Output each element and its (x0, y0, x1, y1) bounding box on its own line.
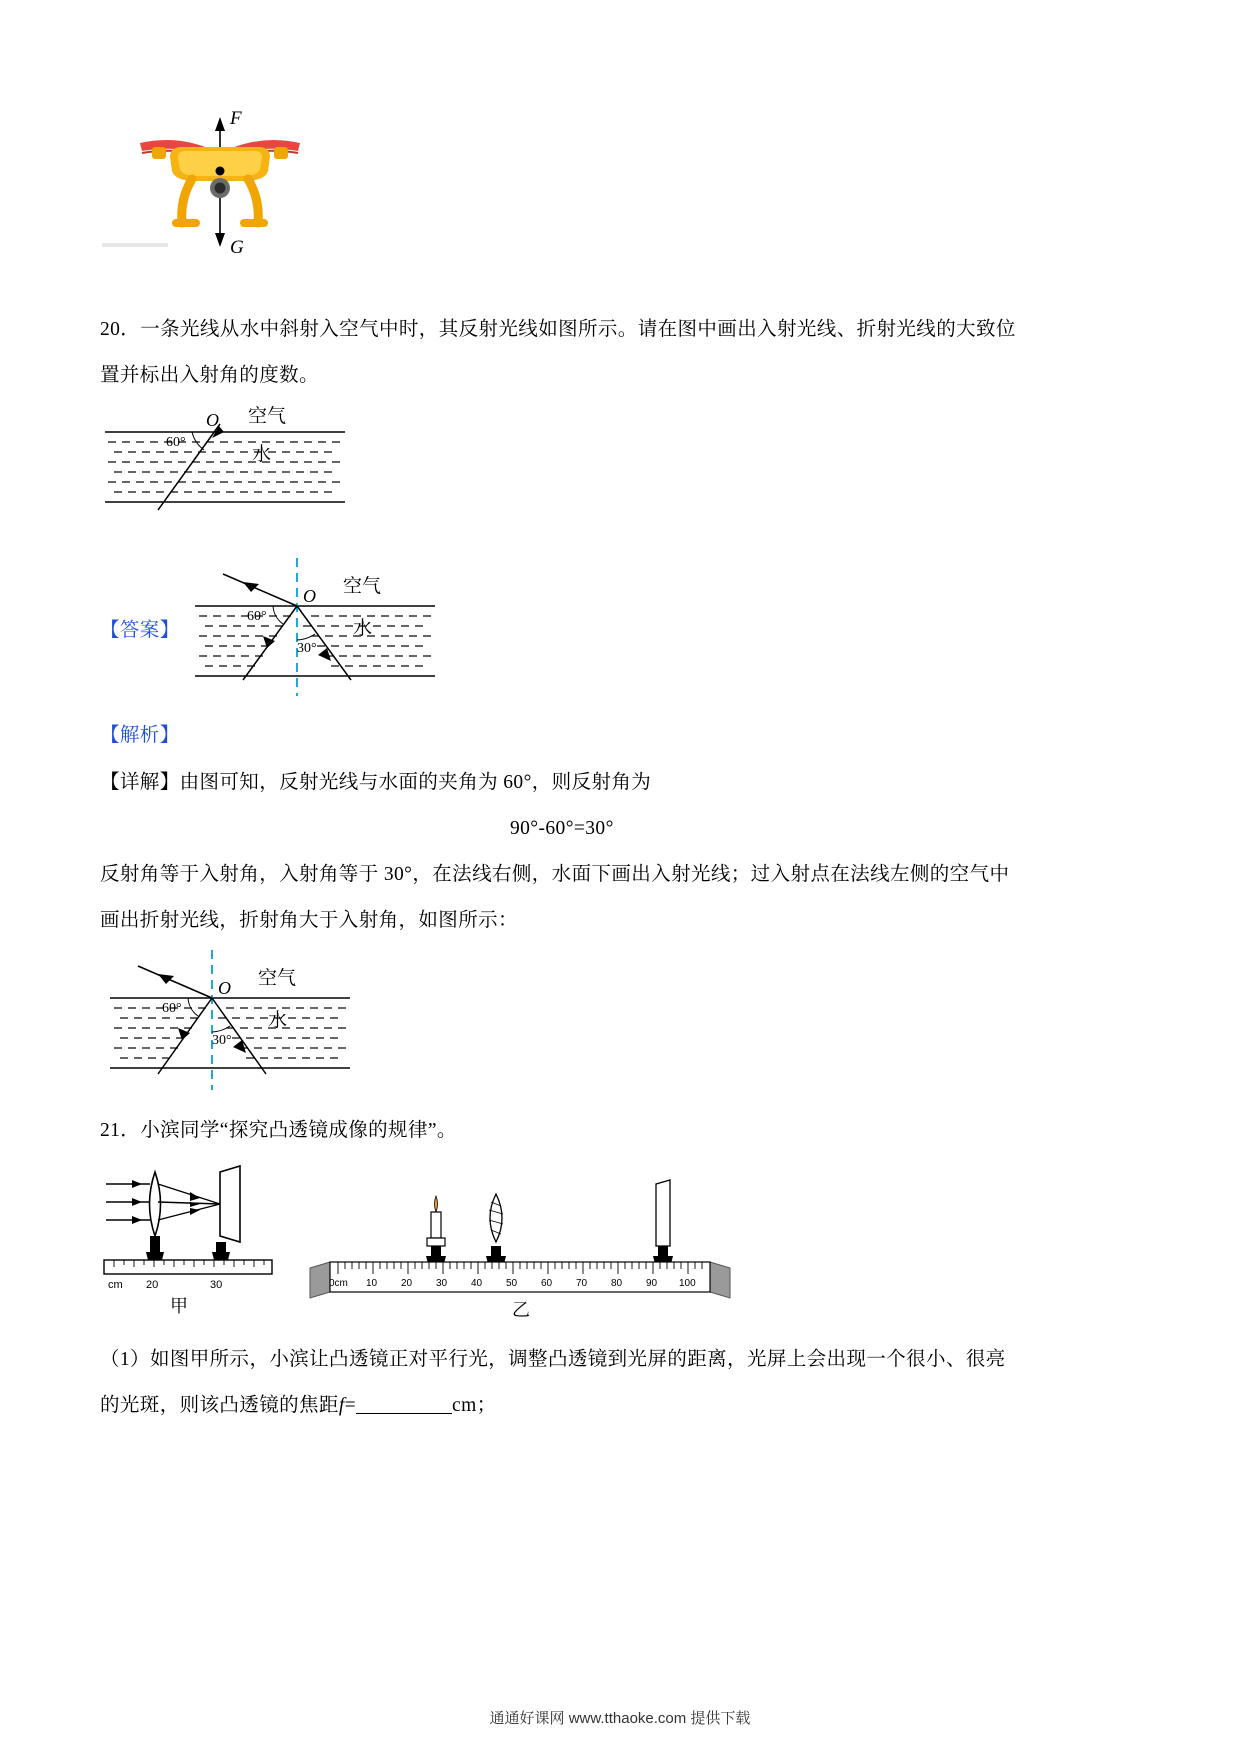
q21-yi-tick-90: 90 (646, 1278, 658, 1289)
q21-focal-symbol: f (338, 1395, 345, 1416)
q21-sub1-text-b: cm； (452, 1395, 497, 1416)
force-label-G: G (230, 237, 244, 258)
q21-answer-blank[interactable] (356, 1394, 452, 1414)
q20-para2-line2: 画出折射光线，折射角大于入射角，如图所示： (100, 910, 518, 931)
q21-yi-tick-50: 50 (506, 1278, 518, 1289)
q21-yi-tick-10: 10 (366, 1278, 378, 1289)
q21-jia-ruler-30: 30 (210, 1279, 223, 1291)
q20-line1: 20．一条光线从水中斜射入空气中时，其反射光线如图所示。请在图中画出入射光线、折射光线的大致位 (100, 319, 1016, 340)
drone-figure (100, 95, 360, 258)
q21-yi-tick-20: 20 (401, 1278, 413, 1289)
q21-sub1-text-a: 的光斑，则该凸透镜的焦距 (100, 1395, 339, 1416)
q20-answer-angle-30: 30° (297, 641, 317, 656)
q21-jia-ruler-cm: cm (108, 1279, 123, 1291)
q21-yi-tick-80: 80 (611, 1278, 623, 1289)
q20-analysis-label: 【解析】 (100, 725, 180, 746)
q20-answer-angle-60: 60° (247, 609, 267, 624)
q21-yi-tick-0cm: 0cm (329, 1278, 348, 1289)
q21-figure-jia (98, 1160, 288, 1320)
page-footer: 通通好课网 www.tthaoke.com 提供下载 (489, 1710, 751, 1727)
q20-detail-angle-60: 60° (162, 1001, 182, 1016)
q20-detail-water-label: 水 (268, 1010, 288, 1031)
q20-detail-air-label: 空气 (258, 968, 297, 989)
q20-detail-label: 【详解】 (100, 772, 180, 793)
q20-answer-point-O: O (303, 586, 316, 606)
q20-answer-figure (185, 548, 455, 703)
q20-question-figure (100, 398, 360, 528)
q20-detail-text: 由图可知，反射光线与水面的夹角为 60°，则反射角为 (179, 772, 652, 793)
q21-yi-tick-40: 40 (471, 1278, 483, 1289)
q21-sub1-line2 (100, 1383, 497, 1429)
q21-yi-label: 乙 (512, 1300, 530, 1320)
q21-yi-tick-70: 70 (576, 1278, 588, 1289)
q20-detail-angle-30: 30° (212, 1033, 232, 1048)
q21-sub1-line1: （1）如图甲所示，小滨让凸透镜正对平行光，调整凸透镜到光屏的距离，光屏上会出现一个很小、很亮 (100, 1349, 1006, 1370)
q21-yi-tick-60: 60 (541, 1278, 553, 1289)
q21-line1: 21．小滨同学“探究凸透镜成像的规律”。 (100, 1120, 457, 1141)
q20-answer-air-label: 空气 (343, 576, 382, 597)
q21-yi-tick-100: 100 (679, 1278, 696, 1289)
q21-figure-yi (300, 1150, 740, 1320)
q20-water-label: 水 (252, 444, 272, 465)
q20-answer-water-label: 水 (353, 618, 373, 639)
q20-air-label: 空气 (248, 406, 287, 427)
q20-detail-line (100, 760, 651, 806)
q20-para2-line1: 反射角等于入射角，入射角等于 30°，在法线右侧，水面下画出入射光线；过入射点在法线左侧的空气中 (100, 864, 1010, 885)
q20-angle-60: 60° (166, 435, 186, 450)
q21-equals-sign: = (344, 1395, 357, 1416)
q20-line2: 置并标出入射角的度数。 (100, 365, 319, 386)
q20-formula: 90°-60°=30° (510, 818, 614, 839)
q21-jia-label: 甲 (170, 1296, 188, 1316)
q21-yi-tick-30: 30 (436, 1278, 448, 1289)
q20-point-O: O (206, 410, 219, 430)
q20-detail-figure (100, 940, 380, 1100)
q20-answer-label: 【答案】 (100, 620, 180, 641)
q21-jia-ruler-20: 20 (146, 1279, 159, 1291)
force-label-F: F (230, 108, 242, 129)
q20-detail-point-O: O (218, 978, 231, 998)
